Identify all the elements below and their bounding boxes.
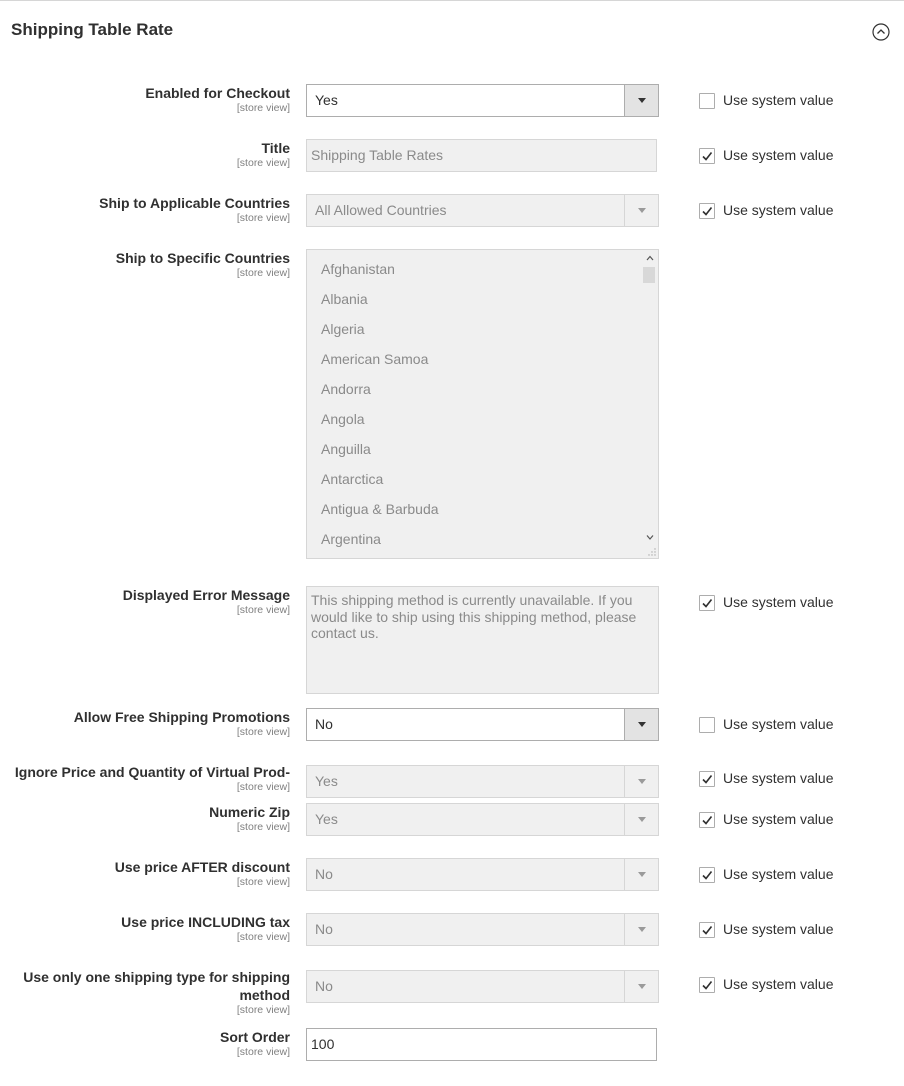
vertical-scrollbar[interactable] <box>641 250 658 558</box>
scope-label: [store view] <box>236 212 290 224</box>
country-option[interactable]: Antigua & Barbuda <box>321 501 439 517</box>
scope-label: [store view] <box>236 267 290 279</box>
scope-label: [store view] <box>236 102 290 114</box>
select-value: No <box>315 866 333 882</box>
scope-label: [store view] <box>236 931 290 943</box>
select-value: No <box>315 978 333 994</box>
scroll-up-arrow-icon[interactable] <box>645 253 655 263</box>
ignore-virtual-select[interactable] <box>306 765 659 798</box>
field-label: Ship to Applicable Countries [store view] <box>99 195 290 224</box>
after-discount-select[interactable] <box>306 858 659 891</box>
specific-countries-multiselect[interactable] <box>306 249 659 559</box>
country-option[interactable]: Angola <box>321 411 365 427</box>
checkmark-icon <box>699 867 715 883</box>
checkmark-icon <box>699 771 715 787</box>
select-value: Yes <box>315 811 338 827</box>
one-shipping-type-select[interactable] <box>306 970 659 1003</box>
select-value: No <box>315 921 333 937</box>
resize-grip-icon[interactable] <box>648 548 656 556</box>
country-option[interactable]: Anguilla <box>321 441 371 457</box>
dropdown-arrow-icon <box>624 804 658 835</box>
country-option[interactable]: Afghanistan <box>321 261 395 277</box>
field-label: Allow Free Shipping Promotions [store view] <box>73 709 290 738</box>
checkbox-unchecked-icon <box>699 93 715 109</box>
checkmark-icon <box>699 595 715 611</box>
dropdown-arrow-icon <box>624 766 658 797</box>
numeric-zip-select[interactable] <box>306 803 659 836</box>
scope-label: [store view] <box>236 726 290 738</box>
field-label: Use price AFTER discount [store view] <box>114 859 290 888</box>
scope-label: [store view] <box>236 1004 290 1016</box>
select-value: All Allowed Countries <box>315 202 447 218</box>
checkmark-icon <box>699 148 715 164</box>
error-message-textarea[interactable]: This shipping method is currently unavailable. If you would like to ship using this shipping method, please contact us. <box>306 586 659 694</box>
scope-label: [store view] <box>236 821 290 833</box>
scrollbar-thumb[interactable] <box>643 267 655 283</box>
dropdown-arrow-icon <box>624 709 658 740</box>
field-label: Ship to Specific Countries [store view] <box>115 250 290 279</box>
checkmark-icon <box>699 977 715 993</box>
enabled-for-checkout-select[interactable] <box>306 84 659 117</box>
section-top-border <box>0 0 904 1</box>
dropdown-arrow-icon <box>624 971 658 1002</box>
select-value: No <box>315 716 333 732</box>
dropdown-arrow-icon <box>624 859 658 890</box>
checkmark-icon <box>699 812 715 828</box>
scope-label: [store view] <box>236 876 290 888</box>
field-label: Displayed Error Message [store view] <box>122 587 290 616</box>
dropdown-arrow-icon <box>624 914 658 945</box>
checkbox-unchecked-icon <box>699 717 715 733</box>
scope-label: [store view] <box>236 1046 290 1058</box>
field-label: Enabled for Checkout [store view] <box>145 85 290 114</box>
dropdown-arrow-icon <box>624 85 658 116</box>
applicable-countries-select[interactable] <box>306 194 659 227</box>
sort-order-input[interactable]: 100 <box>306 1028 657 1061</box>
dropdown-arrow-icon <box>624 195 658 226</box>
scope-label: [store view] <box>236 157 290 169</box>
free-shipping-select[interactable] <box>306 708 659 741</box>
field-label: Ignore Price and Quantity of Virtual Prod- [store view] <box>14 764 290 793</box>
including-tax-select[interactable] <box>306 913 659 946</box>
scope-label: [store view] <box>236 604 290 616</box>
country-option[interactable]: Andorra <box>321 381 371 397</box>
country-option[interactable]: Antarctica <box>321 471 384 487</box>
field-label: Numeric Zip [store view] <box>209 804 290 833</box>
checkmark-icon <box>699 203 715 219</box>
field-label: Sort Order [store view] <box>219 1029 290 1058</box>
select-value: Yes <box>315 92 338 108</box>
country-option[interactable]: Argentina <box>321 531 381 547</box>
country-option[interactable]: Albania <box>321 291 368 307</box>
checkmark-icon <box>699 922 715 938</box>
select-value: Yes <box>315 773 338 789</box>
chevron-up-circle-icon[interactable] <box>872 23 890 41</box>
scope-label: [store view] <box>236 781 290 793</box>
field-label: Title [store view] <box>236 140 290 169</box>
country-option[interactable]: Algeria <box>321 321 365 337</box>
field-label: Use only one shipping type for shipping method [store view] <box>23 969 290 1016</box>
title-input[interactable]: Shipping Table Rates <box>306 139 657 172</box>
field-label: Use price INCLUDING tax [store view] <box>121 914 290 943</box>
section-title: Shipping Table Rate <box>11 20 174 39</box>
scroll-down-arrow-icon[interactable] <box>645 532 655 542</box>
country-option[interactable]: American Samoa <box>321 351 429 367</box>
